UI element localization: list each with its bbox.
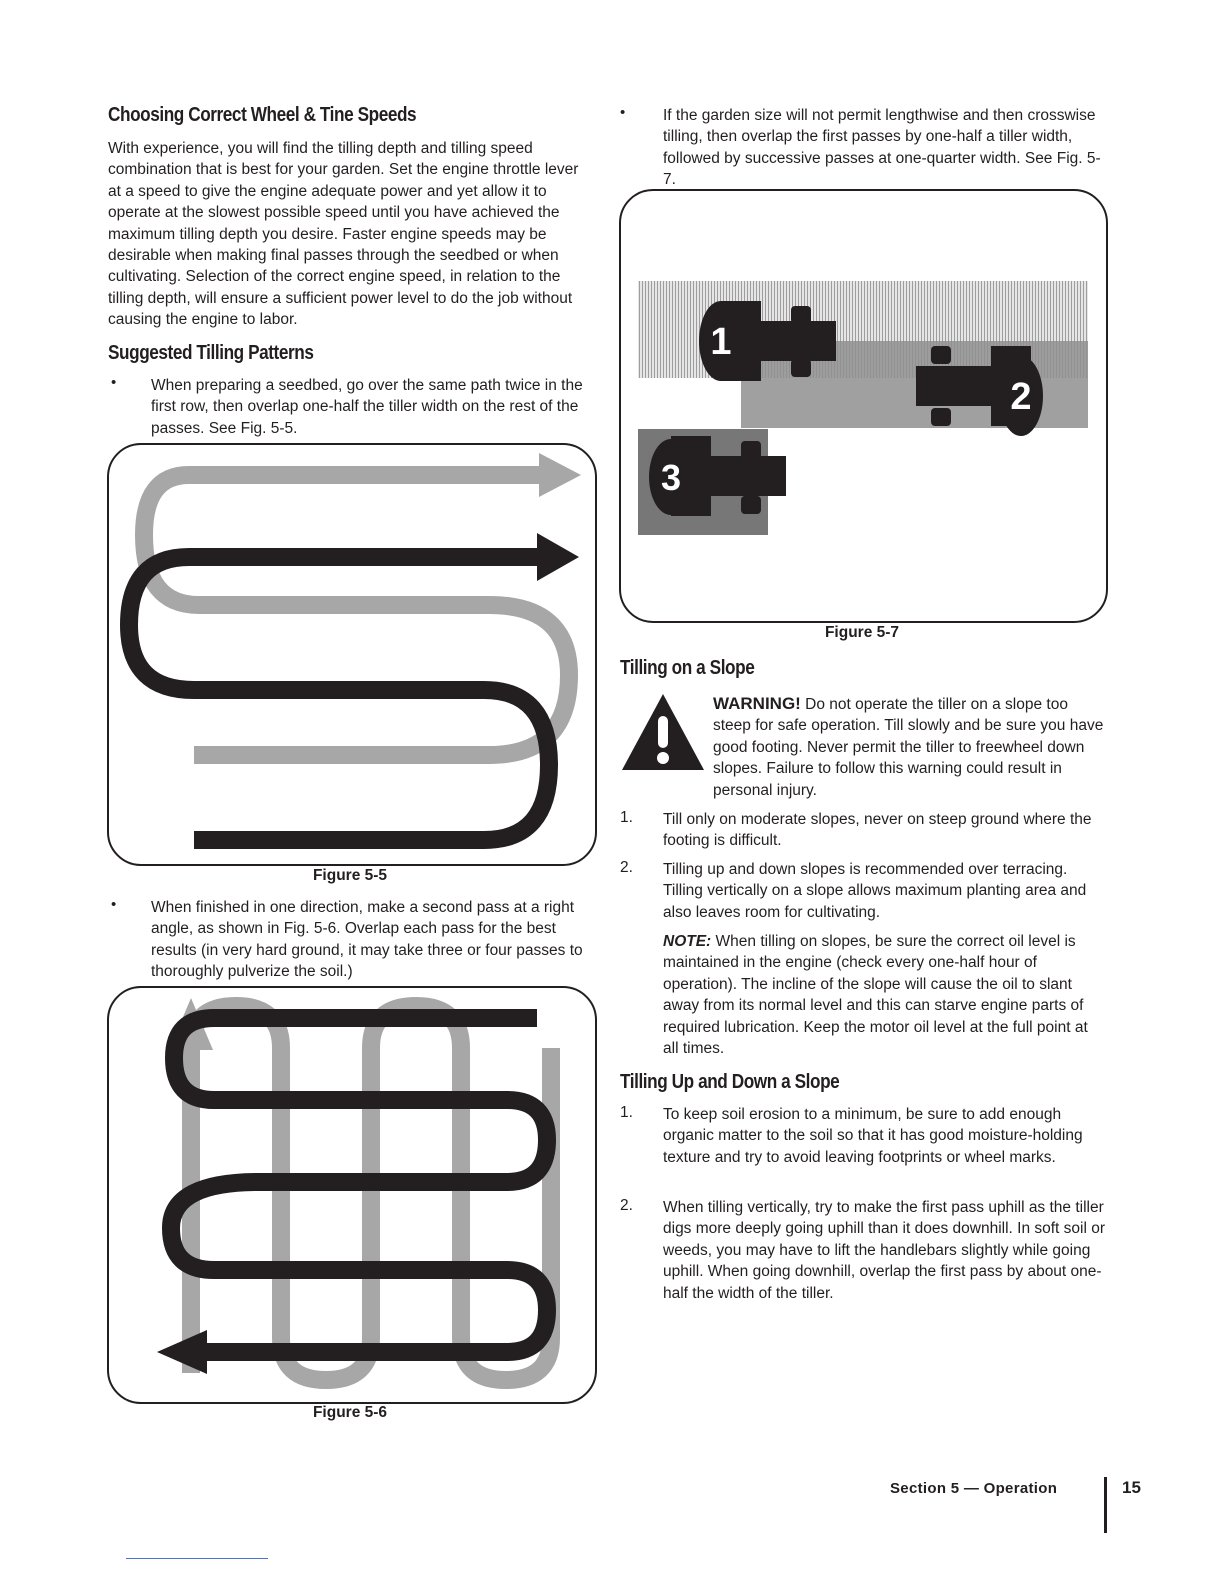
- first-pass-arrowhead: [539, 453, 581, 497]
- slope-item-2: Tilling up and down slopes is recommended over terracing. Tilling vertically on a slope allows maximum planting area and also leaves room for cultivating.: [663, 861, 1087, 921]
- warning-block: [713, 693, 1105, 801]
- section-heading-speeds: Choosing Correct Wheel & Tine Speeds: [108, 104, 417, 126]
- bullet-marker: •: [111, 374, 117, 391]
- bullet-marker: •: [111, 896, 117, 913]
- figure-5-6-diagram: [109, 988, 595, 1402]
- list-number: 2.: [620, 1197, 633, 1214]
- note-block: [663, 931, 1105, 1059]
- figure-5-5-diagram: [109, 445, 595, 864]
- warning-title: WARNING!: [713, 694, 801, 713]
- footer-section-title: Section 5 — Operation: [890, 1480, 1058, 1497]
- section-heading-slope: Tilling on a Slope: [620, 657, 755, 679]
- figure-5-7: [619, 189, 1108, 623]
- bullet-right-angle: When finished in one direction, make a second pass at a right angle, as shown in Fig. 5-6. Overlap each pass for the best results (in very hard ground, it may take three or four passes to thoroughly pulverize the soil.): [151, 899, 583, 981]
- list-number: 2.: [620, 859, 633, 876]
- second-pass-arrowhead: [537, 533, 579, 581]
- paragraph-speeds: With experience, you will find the tilling depth and tilling speed combination that is best for your garden. Set the engine throttle lever at a speed to give the engine adequate power and yet allow it to operate at the slowest possible speed until you have achieved the maximum tilling depth you desire. Faster engine speeds may be desirable when making final passes through the seedbed or when cultivating. Selection of the correct engine speed, in relation to the tilling depth, will ensure a sufficient power level to do the job without causing the engine to labor.: [108, 140, 579, 329]
- figure-5-5-caption: Figure 5-5: [312, 867, 388, 884]
- marker-3-label: 3: [660, 457, 682, 498]
- section-heading-patterns: Suggested Tilling Patterns: [108, 342, 314, 364]
- vertical-pass-path: [191, 1006, 551, 1380]
- first-pass-path: [144, 475, 569, 755]
- figure-5-6: [107, 986, 597, 1404]
- updown-item-1: To keep soil erosion to a minimum, be sure to add enough organic matter to the soil so that it has good moisture-holding texture and try to avoid leaving footprints or wheel marks.: [663, 1106, 1083, 1166]
- updown-item-2: When tilling vertically, try to make the first pass uphill as the tiller digs more deeply going uphill than it does downhill. In soft soil or weeds, you may have to lift the handlebars slightly while going uphill. When going downhill, overlap the first pass by about one-half the width of the tiller.: [663, 1199, 1106, 1302]
- figure-5-6-caption: Figure 5-6: [312, 1404, 388, 1421]
- bullet-overlap: If the garden size will not permit lengthwise and then crosswise tilling, then overlap the first passes by one-half a tiller width, followed by successive passes at one-quarter width. See Fig. 5-7.: [663, 107, 1101, 189]
- footnote-rule: [126, 1558, 268, 1559]
- marker-2-label: 2: [1010, 376, 1032, 418]
- horizontal-pass-path: [171, 1018, 547, 1352]
- note-text: When tilling on slopes, be sure the correct oil level is maintained in the engine (check every one-half hour of operation). The incline of the slope will cause the oil to slant away from its normal level and this can starve engine parts of required lubrication. Keep the motor oil level at the full point at all times.: [663, 933, 1088, 1058]
- marker-1-label: 1: [710, 321, 732, 363]
- slope-item-1: Till only on moderate slopes, never on steep ground where the footing is difficult.: [663, 811, 1092, 850]
- figure-5-5: [107, 443, 597, 866]
- page-number: 15: [1122, 1478, 1141, 1497]
- section-heading-updown: Tilling Up and Down a Slope: [620, 1071, 840, 1093]
- bullet-seedbed: When preparing a seedbed, go over the same path twice in the first row, then overlap one-half the tiller width on the rest of the passes. See Fig. 5-5.: [151, 377, 583, 437]
- note-label: NOTE:: [663, 933, 712, 950]
- figure-5-7-caption: Figure 5-7: [824, 624, 900, 641]
- warning-icon: [620, 692, 706, 772]
- footer-divider: [1104, 1477, 1107, 1533]
- list-number: 1.: [620, 1104, 633, 1121]
- figure-5-7-diagram: [621, 191, 1106, 621]
- list-number: 1.: [620, 809, 633, 826]
- bullet-marker: •: [620, 104, 626, 121]
- warning-text: Do not operate the tiller on a slope too steep for safe operation. Till slowly and be sure you have good footing. Never permit the tiller to freewheel down slopes. Failure to follow this warning could result in personal injury.: [713, 696, 1104, 799]
